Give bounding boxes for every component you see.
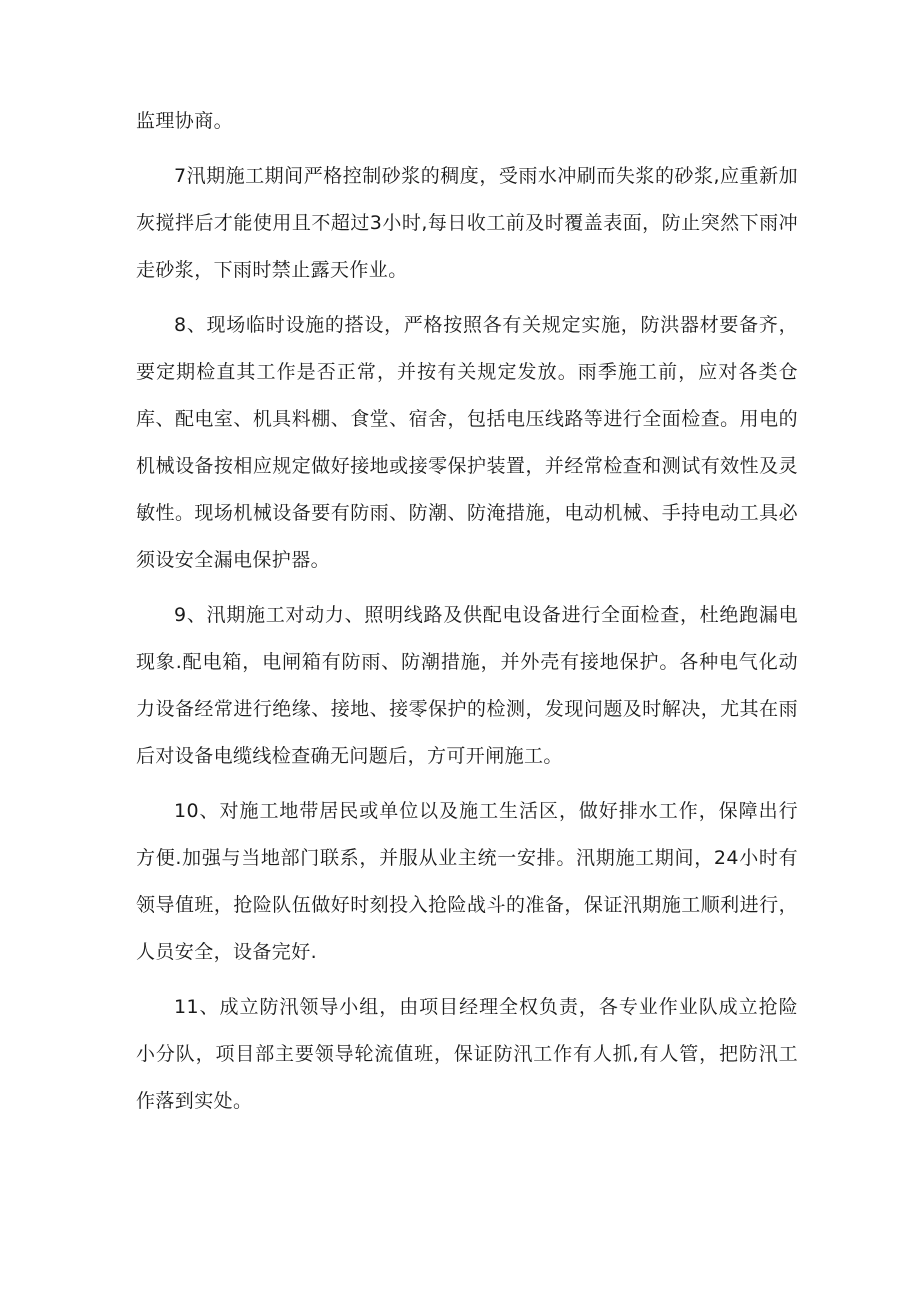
text-line: 7汛期施工期间严格控制砂浆的稠度，受雨水冲刷而失浆的砂浆,应重新: [174, 165, 779, 187]
paragraph-8: [136, 302, 798, 584]
paragraph-11: [136, 984, 798, 1125]
text-line: 时有领导值班，抢险队伍做好时刻投入抢险战斗的准备，保证汛期施工顺利: [136, 847, 798, 916]
text-line: 及灵敏性。现场机械设备要有防雨、防潮、防淹措施，电动机械、手持电动: [136, 455, 798, 524]
text-line: 10、对施工地带居民或单位以及施工生活区，做好排水工作，保障出: [174, 800, 779, 822]
paragraph-7: [136, 153, 798, 294]
text-line: 电现象.配电箱，电闸箱有防雨、防潮措施，并外壳有接地保护。各种电气化: [136, 604, 798, 673]
text-line: 加灰搅拌后才能使用且不超过3小时,每日收工前及时覆盖表面，防止突然下: [136, 165, 798, 234]
text-line: 要定期检直其工作是否正常，并按有关规定发放。雨季施工前，应对各类仓: [136, 361, 798, 383]
text-line: 9、汛期施工对动力、照明线路及供配电设备进行全面检查，杜绝跑漏: [174, 604, 779, 626]
text-line: 监理协商。: [136, 110, 234, 132]
text-line: 险小分队，项目部主要领导轮流值班，保证防汛工作有人抓,有人管，把防汛: [136, 996, 798, 1065]
text-line: 雨冲走砂浆，下雨时禁止露天作业。: [136, 212, 798, 281]
paragraph-9: [136, 592, 798, 780]
paragraph-10: [136, 788, 798, 976]
text-line: 8、现场临时设施的搭设，严格按照各有关规定实施，防洪器材要备齐，: [174, 314, 798, 336]
text-line: 工作落到实处。: [136, 1043, 798, 1112]
document-body: [136, 98, 798, 1125]
text-line: 工具必须设安全漏电保护器。: [136, 502, 799, 571]
text-line: 的机械设备按相应规定做好接地或接零保护装置，并经常检查和测试有效性: [136, 408, 798, 477]
text-line: 在雨后对设备电缆线检查确无问题后，方可开闸施工。: [136, 698, 798, 767]
text-line: 进行，人员安全，设备完好.: [136, 894, 799, 963]
text-line: 动力设备经常进行绝缘、接地、接零保护的检测，发现问题及时解决，尤其: [136, 651, 798, 720]
paragraph-continuation: [136, 98, 798, 145]
text-line: 11、成立防汛领导小组，由项目经理全权负责，各专业作业队成立抢: [174, 996, 779, 1018]
text-line: 行方便.加强与当地部门联系，并服从业主统一安排。汛期施工期间，24小: [136, 800, 798, 869]
text-line: 库、配电室、机具料棚、食堂、宿舍，包括电压线路等进行全面检查。用电: [136, 408, 779, 430]
